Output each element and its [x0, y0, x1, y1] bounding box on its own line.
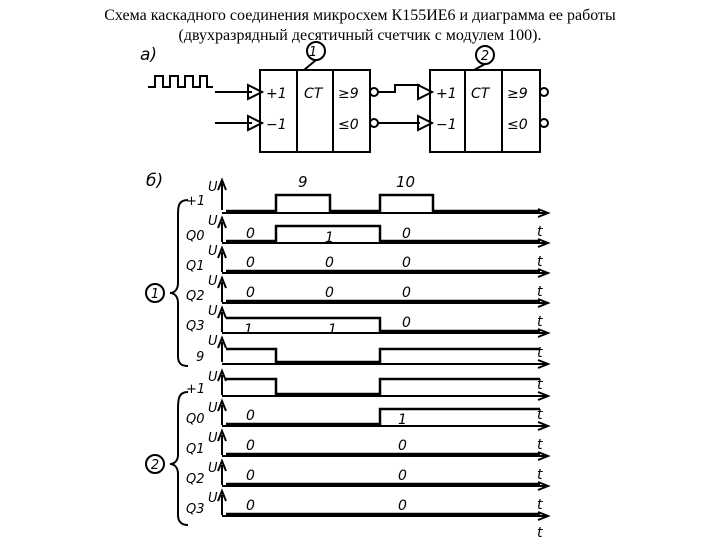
group-1-bracket	[170, 200, 188, 366]
row-name: Q0	[186, 412, 205, 427]
state-value: 0	[398, 438, 407, 454]
state-values	[244, 226, 411, 514]
waveform-g1-clock	[226, 195, 540, 211]
u-label: U	[208, 370, 218, 385]
u-label: U	[208, 214, 218, 229]
chip-1-core-label: CT	[304, 86, 323, 102]
chip-1-body	[260, 70, 370, 152]
t-label: t	[537, 345, 543, 361]
group-1-label: 1	[150, 287, 160, 302]
timing-axes	[218, 180, 226, 515]
group-2-label: 2	[150, 458, 160, 473]
t-label: t	[537, 284, 543, 300]
t-label: t	[537, 497, 543, 513]
chip-2-up-label: +1	[436, 86, 457, 102]
t-label: t	[537, 437, 543, 453]
chip-2-borrow-output	[540, 119, 548, 127]
u-label: U	[208, 401, 218, 416]
time-axes	[222, 209, 548, 520]
state-value: 1	[244, 322, 253, 338]
state-value: 1	[328, 322, 337, 338]
state-value: 0	[246, 226, 255, 242]
title-line-2: (двухразрядный десятичный счетчик с модулем 100).	[178, 27, 542, 44]
u-label: U	[208, 431, 218, 446]
state-value: 0	[325, 285, 334, 301]
t-label: t	[537, 377, 543, 393]
waveform-g1-carry	[226, 349, 540, 362]
part-a-label: а)	[140, 45, 158, 65]
state-value: 0	[246, 498, 255, 514]
t-label: t	[537, 224, 543, 240]
waveform-g2-q0	[226, 409, 540, 424]
state-value: 1	[398, 412, 407, 428]
waveform-g1-q3	[226, 318, 540, 331]
cascade-carry-wire	[378, 85, 420, 92]
state-value: 0	[246, 255, 255, 271]
t-label: t	[537, 314, 543, 330]
row-name: +1	[186, 382, 206, 397]
chip-2-down-label: −1	[436, 117, 457, 133]
title-line-1: Схема каскадного соединения микросхем К155ИЕ6 и диаграмма ее работы	[104, 7, 616, 24]
u-label: U	[208, 491, 218, 506]
chip-1-carry-label: ≥9	[338, 86, 359, 102]
row-name: Q3	[186, 319, 205, 334]
state-value: 0	[398, 498, 407, 514]
u-label: U	[208, 274, 218, 289]
part-b-label: б)	[146, 171, 164, 191]
chip-1-borrow-label: ≤0	[338, 117, 359, 133]
chip-2-body	[430, 70, 540, 152]
u-label: U	[208, 334, 218, 349]
u-label: U	[208, 304, 218, 319]
state-value: 0	[402, 315, 411, 331]
row-name: 9	[196, 350, 205, 365]
chip-1-number: 1	[308, 45, 318, 60]
u-label: U	[208, 180, 218, 195]
t-label: t	[537, 467, 543, 483]
pulse-label-10: 10	[396, 173, 416, 191]
clock-pulse-train	[148, 76, 213, 87]
t-label: t	[537, 407, 543, 423]
state-value: 0	[402, 285, 411, 301]
state-value: 0	[246, 408, 255, 424]
state-value: 0	[246, 438, 255, 454]
pulse-label-9: 9	[298, 173, 308, 191]
t-label: t	[537, 525, 543, 540]
row-name: Q2	[186, 289, 205, 304]
state-value: 0	[246, 468, 255, 484]
u-label: U	[208, 244, 218, 259]
chip-2-carry-output	[540, 88, 548, 96]
row-name: Q3	[186, 502, 205, 517]
t-label: t	[537, 254, 543, 270]
state-value: 0	[246, 285, 255, 301]
state-value: 0	[402, 226, 411, 242]
chip-2-core-label: CT	[471, 86, 490, 102]
row-names	[186, 194, 205, 517]
waveform-g1-q0	[226, 226, 540, 241]
chip-1-up-label: +1	[266, 86, 287, 102]
row-name: Q1	[186, 259, 205, 274]
state-value: 0	[325, 255, 334, 271]
chip-1-carry-output	[370, 88, 378, 96]
u-labels	[208, 180, 218, 506]
row-name: Q2	[186, 472, 205, 487]
state-value: 0	[402, 255, 411, 271]
chip-2-carry-label: ≥9	[507, 86, 528, 102]
chip-1-down-label: −1	[266, 117, 287, 133]
state-value: 1	[325, 230, 334, 246]
row-name: Q0	[186, 229, 205, 244]
chip-2-borrow-label: ≤0	[507, 117, 528, 133]
chip-1-borrow-output	[370, 119, 378, 127]
u-label: U	[208, 461, 218, 476]
state-value: 0	[398, 468, 407, 484]
waveform-g2-clock	[226, 379, 540, 394]
row-name: Q1	[186, 442, 205, 457]
row-name: +1	[186, 194, 206, 209]
chip-2-number: 2	[480, 49, 490, 64]
